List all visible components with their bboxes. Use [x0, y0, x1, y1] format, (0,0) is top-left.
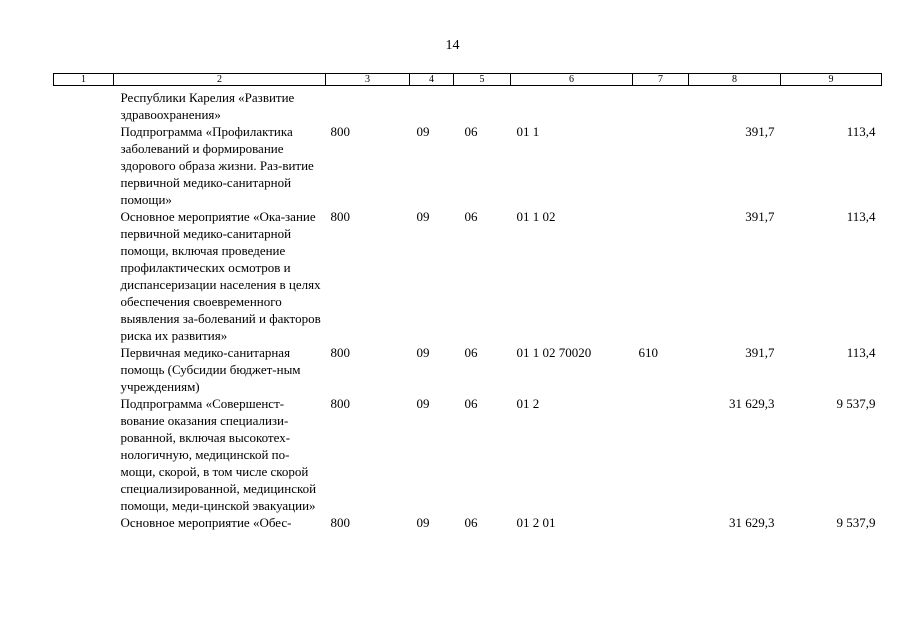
row-col-6: 01 1 — [516, 124, 540, 139]
table-row — [54, 208, 882, 344]
row-col-5: 06 — [464, 396, 478, 411]
row-col-4 — [410, 86, 454, 124]
row-col-8: 391,7 — [745, 345, 775, 360]
row-col-4: 09 — [416, 345, 430, 360]
column-header-3: 3 — [326, 74, 410, 86]
row-col-8: 31 629,3 — [729, 515, 775, 530]
row-col-4: 09 — [416, 209, 430, 224]
table-row — [54, 123, 882, 208]
row-col-8 — [689, 86, 781, 124]
row-name: Подпрограмма «Совершенст-вование оказания специализи-рованной, включая высокотех-нологичную, медицинской по-мощи, скорой, в том числе скорой специализированной, медицинской помощи, меди-цинской эвакуации» — [120, 396, 317, 513]
table-row — [54, 395, 882, 514]
row-col-6: 01 2 — [516, 396, 540, 411]
column-header-4: 4 — [410, 74, 454, 86]
page-number: 14 — [445, 38, 460, 53]
row-col-3: 800 — [330, 209, 350, 224]
row-col-3: 800 — [330, 345, 350, 360]
row-col-5: 06 — [464, 209, 478, 224]
row-name: Республики Карелия «Развитие здравоохранения» — [120, 90, 295, 122]
row-col-6: 01 1 02 70020 — [516, 345, 592, 360]
row-col-6 — [511, 86, 633, 124]
column-header-6: 6 — [511, 74, 633, 86]
column-header-9: 9 — [781, 74, 882, 86]
budget-table — [53, 73, 882, 531]
column-header-1: 1 — [54, 74, 114, 86]
row-col-3: 800 — [330, 396, 350, 411]
row-col-5 — [454, 86, 511, 124]
table-row — [54, 86, 882, 124]
column-header-7: 7 — [633, 74, 689, 86]
row-col-7 — [633, 514, 689, 531]
row-col-3 — [326, 86, 410, 124]
row-name: Основное мероприятие «Ока-зание первичной медико-санитарной помощи, включая проведение профилактических осмотров и диспансеризации населения в целях обеспечения своевременного выявления за-болеваний и факторов риска их развития» — [120, 209, 321, 343]
row-col-8: 31 629,3 — [729, 396, 775, 411]
row-col-6: 01 2 01 — [516, 515, 556, 530]
row-name: Основное мероприятие «Обес- — [120, 515, 292, 530]
row-name: Первичная медико-санитарная помощь (Субсидии бюджет-ным учреждениям) — [120, 345, 301, 394]
row-col-7 — [633, 395, 689, 514]
row-col-5: 06 — [464, 345, 478, 360]
column-header-8: 8 — [689, 74, 781, 86]
row-name: Подпрограмма «Профилактика заболеваний и формирование здорового образа жизни. Раз-витие первичной медико-санитарной помощи» — [120, 124, 314, 207]
row-col-8: 391,7 — [745, 209, 775, 224]
table-row — [54, 514, 882, 531]
table-row — [54, 344, 882, 395]
column-header-2: 2 — [114, 74, 326, 86]
row-col-3: 800 — [330, 515, 350, 530]
row-col-9: 113,4 — [846, 209, 876, 224]
row-col-7 — [633, 123, 689, 208]
row-col-7 — [633, 208, 689, 344]
row-col-9 — [781, 86, 882, 124]
column-header-5: 5 — [454, 74, 511, 86]
row-col-7 — [633, 86, 689, 124]
row-col-9: 113,4 — [846, 124, 876, 139]
row-col-9: 113,4 — [846, 345, 876, 360]
row-col-5: 06 — [464, 124, 478, 139]
row-col-8: 391,7 — [745, 124, 775, 139]
row-col-7: 610 — [638, 345, 658, 360]
row-col-4: 09 — [416, 515, 430, 530]
row-col-6: 01 1 02 — [516, 209, 556, 224]
row-col-3: 800 — [330, 124, 350, 139]
row-col-9: 9 537,9 — [836, 396, 876, 411]
row-col-5: 06 — [464, 515, 478, 530]
row-col-4: 09 — [416, 396, 430, 411]
row-col-4: 09 — [416, 124, 430, 139]
table-header-row — [54, 74, 882, 86]
row-col-9: 9 537,9 — [836, 515, 876, 530]
